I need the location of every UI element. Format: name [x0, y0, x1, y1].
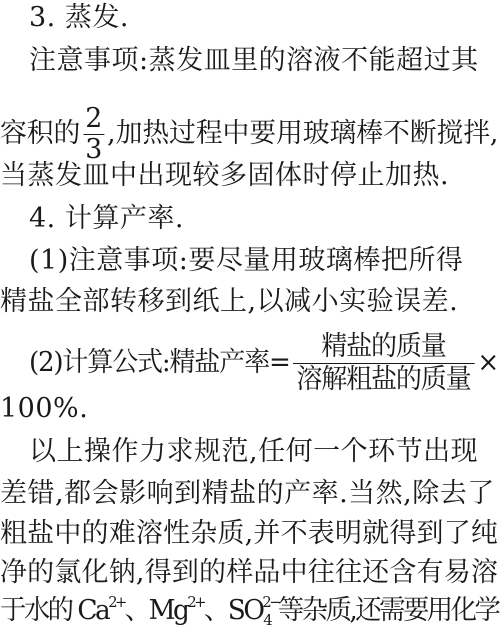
formula-denominator: 溶解粗盐的质量	[296, 364, 471, 395]
formula-numerator: 精盐的质量	[293, 331, 475, 364]
paragraph-line-3: 粗盐中的难溶性杂质,并不表明就得到了纯	[0, 518, 499, 549]
evaporation-line-1: 注意事项:蒸发皿里的溶液不能超过其	[29, 45, 479, 76]
fraction-denominator: 3	[85, 134, 103, 165]
ion-separator-2: 、	[203, 595, 228, 626]
ion-separator-1: 、	[124, 595, 149, 626]
formula-prefix: (2)计算公式:精盐产率=	[29, 347, 290, 378]
sulfate-charge: 2−	[262, 593, 279, 611]
fraction-numerator: 2	[85, 103, 103, 134]
evaporation-line-3: 当蒸发皿中出现较多固体时停止加热.	[0, 160, 450, 191]
paragraph-line-5	[0, 595, 498, 627]
sulfate-ion	[228, 595, 278, 627]
calcium-symbol: Ca	[77, 595, 109, 626]
times-sign: ×	[477, 347, 498, 378]
evaporation-line-2-suffix: ,加热过程中要用玻璃棒不断搅拌,	[107, 118, 499, 149]
evaporation-heading: 3. 蒸发.	[29, 2, 129, 33]
yield-heading: 4. 计算产率.	[29, 203, 184, 234]
magnesium-symbol: Mg	[148, 595, 188, 626]
magnesium-ion	[149, 595, 204, 626]
paragraph-line-2: 差错,都会影响到精盐的产率.当然,除去了	[0, 478, 495, 509]
yield-item-1-line-1: (1)注意事项:要尽量用玻璃棒把所得	[29, 245, 464, 276]
formula-percent: 100%.	[0, 393, 89, 424]
calcium-charge: 2+	[108, 593, 125, 611]
sulfate-symbol: SO	[227, 595, 263, 626]
magnesium-charge: 2+	[187, 593, 204, 611]
paragraph-line-4: 净的氯化钠,得到的样品中往往还含有易溶	[0, 557, 499, 588]
calcium-ion	[77, 595, 124, 626]
yield-item-1-line-2: 精盐全部转移到纸上,以减小实验误差.	[0, 286, 459, 317]
evaporation-line-2-prefix: 容积的	[0, 118, 81, 149]
line-5-suffix: 等杂质,还需要用化学	[277, 595, 499, 626]
yield-formula-line	[29, 331, 498, 396]
sulfate-subscript: 4	[263, 611, 271, 629]
two-thirds-fraction	[83, 104, 104, 165]
paragraph-line-1: 以上操作力求规范,任何一个环节出现	[29, 436, 479, 467]
evaporation-line-2	[0, 104, 498, 165]
line-5-prefix: 于水的	[0, 595, 78, 626]
yield-formula-fraction	[293, 331, 475, 396]
